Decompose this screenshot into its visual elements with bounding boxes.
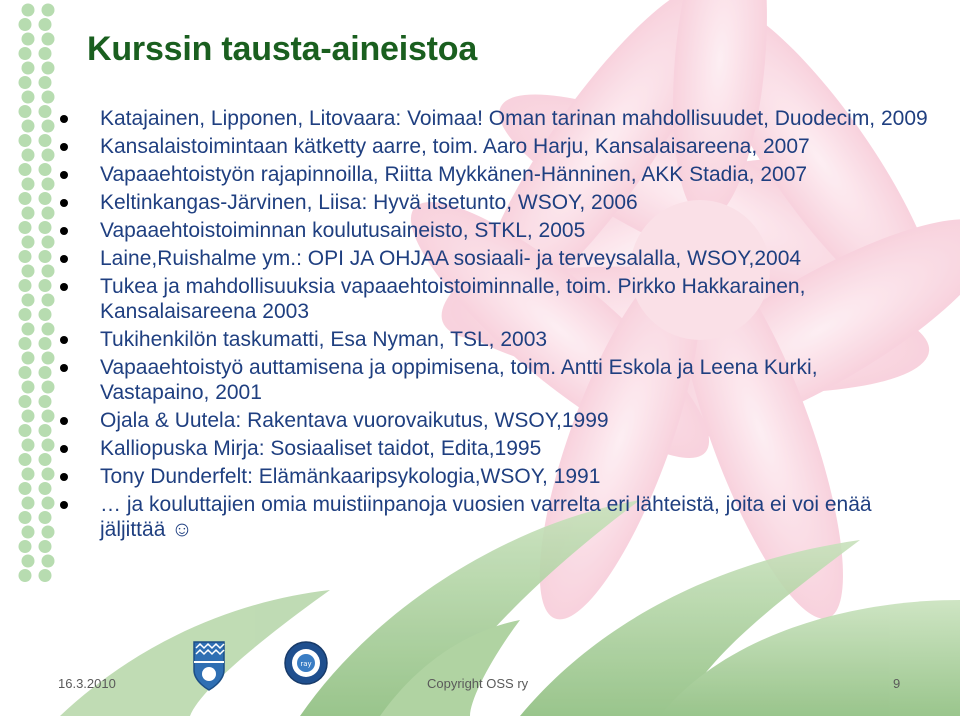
bullet-icon <box>60 501 68 509</box>
decorative-dot <box>22 91 35 104</box>
list-item-text: Tukea ja mahdollisuuksia vapaaehtoistoiminnalle, toim. Pirkko Hakkarainen, Kansalaisareena 2003 <box>100 275 806 323</box>
decorative-dot <box>42 497 55 510</box>
decorative-dot <box>39 366 52 379</box>
decorative-dot <box>39 569 52 582</box>
decorative-dot <box>42 149 55 162</box>
decorative-dot <box>19 105 32 118</box>
decorative-dot <box>42 178 55 191</box>
decorative-dot <box>42 91 55 104</box>
decorative-dot <box>39 308 52 321</box>
list-item-text: Vapaaehtoistyö auttamisena ja oppimisena, toim. Antti Eskola ja Leena Kurki, Vastapaino, 2001 <box>100 356 818 404</box>
bullet-icon <box>60 199 68 207</box>
decorative-dot <box>39 395 52 408</box>
decorative-dot <box>19 308 32 321</box>
bullet-icon <box>60 255 68 263</box>
list-item <box>58 134 928 159</box>
decorative-dot <box>42 526 55 539</box>
list-item-text: … ja kouluttajien omia muistiinpanoja vuosien varrelta eri lähteistä, joita ei voi enää jäljittää ☺ <box>100 493 872 541</box>
list-item-text: Laine,Ruishalme ym.: OPI JA OHJAA sosiaali- ja terveysalalla, WSOY,2004 <box>100 247 802 270</box>
decorative-dot <box>22 120 35 133</box>
decorative-dot <box>19 337 32 350</box>
reference-list <box>58 106 928 545</box>
list-item <box>58 436 928 461</box>
decorative-dot <box>39 337 52 350</box>
list-item <box>58 162 928 187</box>
list-item <box>58 106 928 131</box>
decorative-dot <box>19 221 32 234</box>
list-item-text: Katajainen, Lipponen, Litovaara: Voimaa! Oman tarinan mahdollisuudet, Duodecim, 2009 <box>100 107 928 130</box>
decorative-dot <box>42 352 55 365</box>
decorative-dot <box>22 62 35 75</box>
decorative-dot <box>42 555 55 568</box>
bullet-icon <box>60 171 68 179</box>
decorative-dot <box>22 236 35 249</box>
decorative-dot <box>19 366 32 379</box>
list-item <box>58 190 928 215</box>
decorative-dot <box>22 381 35 394</box>
decorative-dot <box>39 76 52 89</box>
decorative-dot <box>42 265 55 278</box>
decorative-dot <box>19 453 32 466</box>
decorative-dot <box>39 279 52 292</box>
footer-date: 16.3.2010 <box>58 676 116 691</box>
decorative-dot <box>42 4 55 17</box>
decorative-dot <box>42 33 55 46</box>
decorative-dot <box>22 33 35 46</box>
list-item-text: Ojala & Uutela: Rakentava vuorovaikutus, WSOY,1999 <box>100 409 609 432</box>
list-item <box>58 355 928 405</box>
list-item <box>58 408 928 433</box>
decorative-dot <box>39 192 52 205</box>
decorative-dot <box>39 221 52 234</box>
svg-text:ray: ray <box>300 660 312 668</box>
decorative-dot <box>19 540 32 553</box>
decorative-dot <box>42 236 55 249</box>
decorative-dot <box>42 381 55 394</box>
decorative-dot <box>19 47 32 60</box>
decorative-dot <box>39 134 52 147</box>
bullet-icon <box>60 473 68 481</box>
decorative-dot <box>22 526 35 539</box>
decorative-dot <box>42 439 55 452</box>
footer-copyright: Copyright OSS ry <box>427 676 529 691</box>
list-item <box>58 464 928 489</box>
bullet-icon <box>60 143 68 151</box>
decorative-dot <box>22 294 35 307</box>
list-item-text: Kalliopuska Mirja: Sosiaaliset taidot, Edita,1995 <box>100 437 542 460</box>
round-seal-logo <box>283 640 329 686</box>
decorative-dot <box>39 47 52 60</box>
list-item-text: Vapaaehtoistyön rajapinnoilla, Riitta Mykkänen-Hänninen, AKK Stadia, 2007 <box>100 163 808 186</box>
decorative-dot <box>39 18 52 31</box>
decorative-dot <box>39 511 52 524</box>
decorative-dot <box>19 569 32 582</box>
decorative-dot <box>39 250 52 263</box>
decorative-dot <box>22 265 35 278</box>
decorative-dot <box>19 163 32 176</box>
decorative-dot <box>39 163 52 176</box>
bullet-icon <box>60 445 68 453</box>
decorative-dot <box>22 468 35 481</box>
list-item <box>58 218 928 243</box>
decorative-dot <box>22 323 35 336</box>
decorative-dot <box>19 279 32 292</box>
decorative-dot <box>19 482 32 495</box>
decorative-dot <box>19 395 32 408</box>
list-item <box>58 492 928 542</box>
slide-title: Kurssin tausta-aineistoa <box>87 30 478 68</box>
footer-page-number: 9 <box>893 676 901 691</box>
list-item-text: Kansalaistoimintaan kätketty aarre, toim. Aaro Harju, Kansalaisareena, 2007 <box>100 135 810 158</box>
decorative-dot <box>22 439 35 452</box>
decorative-dot <box>19 424 32 437</box>
decorative-dot <box>42 62 55 75</box>
decorative-dot <box>22 410 35 423</box>
bullet-icon <box>60 336 68 344</box>
decorative-dot <box>22 178 35 191</box>
decorative-dot <box>39 482 52 495</box>
bullet-icon <box>60 227 68 235</box>
decorative-dot <box>19 134 32 147</box>
decorative-dot <box>42 294 55 307</box>
decorative-dot <box>42 323 55 336</box>
list-item-text: Tukihenkilön taskumatti, Esa Nyman, TSL, 2003 <box>100 328 548 351</box>
list-item <box>58 327 928 352</box>
bullet-icon <box>60 417 68 425</box>
list-item <box>58 274 928 324</box>
decorative-dot <box>22 207 35 220</box>
decorative-dot <box>22 555 35 568</box>
decorative-dot <box>22 352 35 365</box>
decorative-dot <box>19 192 32 205</box>
decorative-dot <box>42 468 55 481</box>
list-item <box>58 246 928 271</box>
decorative-dot <box>19 18 32 31</box>
decorative-dot <box>19 76 32 89</box>
decorative-dot <box>39 540 52 553</box>
bullet-icon <box>60 115 68 123</box>
decorative-dot <box>39 453 52 466</box>
list-item-text: Vapaaehtoistoiminnan koulutusaineisto, STKL, 2005 <box>100 219 586 242</box>
bullet-icon <box>60 283 68 291</box>
bullet-icon <box>60 364 68 372</box>
decorative-dot <box>19 511 32 524</box>
decorative-dot <box>42 120 55 133</box>
decorative-dot <box>22 497 35 510</box>
list-item-text: Tony Dunderfelt: Elämänkaaripsykologia,WSOY, 1991 <box>100 465 601 488</box>
decorative-dot <box>22 149 35 162</box>
decorative-dot <box>22 4 35 17</box>
decorative-dot <box>42 410 55 423</box>
decorative-dot <box>19 250 32 263</box>
decorative-dot <box>39 105 52 118</box>
decorative-dot <box>39 424 52 437</box>
decorative-dot <box>42 207 55 220</box>
list-item-text: Keltinkangas-Järvinen, Liisa: Hyvä itsetunto, WSOY, 2006 <box>100 191 638 214</box>
organization-shield-logo <box>192 640 226 692</box>
